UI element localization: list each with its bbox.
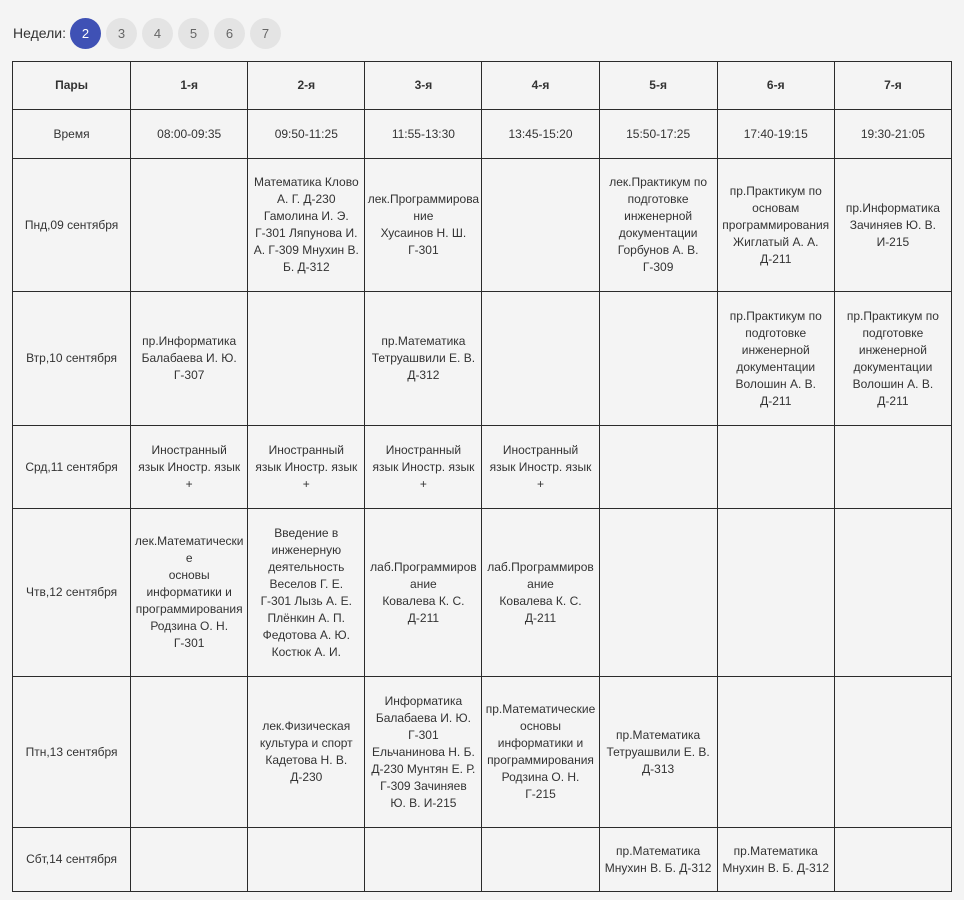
lesson-cell: пр.Математические основы информатики и программирования Родзина О. Н. Г-215 xyxy=(482,677,599,828)
day-row-thursday xyxy=(13,509,952,677)
day-label: Срд,11 сентября xyxy=(13,426,131,509)
time-cell-3: 11:55-13:30 xyxy=(365,110,482,159)
header-cell-pairs: Пары xyxy=(13,62,131,110)
week-button-7[interactable]: 7 xyxy=(250,18,281,49)
header-cell-4: 4-я xyxy=(482,62,599,110)
lesson-cell: Введение в инженерную деятельность Веселов Г. Е. Г-301 Лызь А. Е. Плёнкин А. П. Федотова А. Ю. Костюк А. И. xyxy=(248,509,365,677)
day-label: Сбт,14 сентября xyxy=(13,828,131,892)
day-label: Птн,13 сентября xyxy=(13,677,131,828)
header-cell-1: 1-я xyxy=(131,62,248,110)
lesson-cell: лаб.Программирование Ковалева К. С. Д-211 xyxy=(482,509,599,677)
lesson-cell xyxy=(717,426,834,509)
header-cell-7: 7-я xyxy=(834,62,951,110)
lesson-cell: пр.Математика Тетруашвили Е. В. Д-313 xyxy=(599,677,717,828)
lesson-cell xyxy=(717,677,834,828)
lesson-cell: пр.Математика Мнухин В. Б. Д-312 xyxy=(599,828,717,892)
week-button-4[interactable]: 4 xyxy=(142,18,173,49)
schedule-table xyxy=(12,61,952,892)
lesson-cell: Иностранный язык Иностр. язык + xyxy=(482,426,599,509)
day-row-wednesday xyxy=(13,426,952,509)
header-row xyxy=(13,62,952,110)
lesson-cell: Математика Клово А. Г. Д-230 Гамолина И. Э. Г-301 Ляпунова И. А. Г-309 Мнухин В. Б. Д-312 xyxy=(248,159,365,292)
lesson-cell: Информатика Балабаева И. Ю. Г-301 Ельчанинова Н. Б. Д-230 Мунтян Е. Р. Г-309 Зачиняев Ю. В. И-215 xyxy=(365,677,482,828)
week-button-2[interactable]: 2 xyxy=(70,18,101,49)
lesson-cell: лек.Математические основы информатики и программирования Родзина О. Н. Г-301 xyxy=(131,509,248,677)
lesson-cell: пр.Информатика Зачиняев Ю. В. И-215 xyxy=(834,159,951,292)
day-label: Втр,10 сентября xyxy=(13,292,131,426)
lesson-cell xyxy=(365,828,482,892)
lesson-cell: лек.Физическая культура и спорт Кадетова Н. В. Д-230 xyxy=(248,677,365,828)
lesson-cell: Иностранный язык Иностр. язык + xyxy=(248,426,365,509)
lesson-cell: пр.Практикум по подготовке инженерной документации Волошин А. В. Д-211 xyxy=(717,292,834,426)
lesson-cell xyxy=(131,677,248,828)
lesson-cell xyxy=(599,509,717,677)
lesson-cell xyxy=(482,292,599,426)
lesson-cell xyxy=(834,426,951,509)
lesson-cell xyxy=(834,509,951,677)
lesson-cell: лек.Программирование Хусаинов Н. Ш. Г-301 xyxy=(365,159,482,292)
time-cell-4: 13:45-15:20 xyxy=(482,110,599,159)
week-button-5[interactable]: 5 xyxy=(178,18,209,49)
lesson-cell: лек.Практикум по подготовке инженерной документации Горбунов А. В. Г-309 xyxy=(599,159,717,292)
lesson-cell xyxy=(482,159,599,292)
header-cell-2: 2-я xyxy=(248,62,365,110)
header-cell-5: 5-я xyxy=(599,62,717,110)
time-cell-5: 15:50-17:25 xyxy=(599,110,717,159)
lesson-cell xyxy=(131,159,248,292)
weeks-label: Недели: xyxy=(13,25,66,41)
lesson-cell xyxy=(599,426,717,509)
day-row-tuesday xyxy=(13,292,952,426)
lesson-cell: пр.Математика Мнухин В. Б. Д-312 xyxy=(717,828,834,892)
day-label: Чтв,12 сентября xyxy=(13,509,131,677)
lesson-cell xyxy=(248,292,365,426)
day-row-saturday xyxy=(13,828,952,892)
time-label: Время xyxy=(13,110,131,159)
lesson-cell xyxy=(834,828,951,892)
lesson-cell: пр.Математика Тетруашвили Е. В. Д-312 xyxy=(365,292,482,426)
lesson-cell xyxy=(131,828,248,892)
time-cell-7: 19:30-21:05 xyxy=(834,110,951,159)
lesson-cell xyxy=(482,828,599,892)
week-button-6[interactable]: 6 xyxy=(214,18,245,49)
week-button-3[interactable]: 3 xyxy=(106,18,137,49)
lesson-cell xyxy=(599,292,717,426)
time-cell-6: 17:40-19:15 xyxy=(717,110,834,159)
lesson-cell: пр.Практикум по подготовке инженерной документации Волошин А. В. Д-211 xyxy=(834,292,951,426)
day-row-friday xyxy=(13,677,952,828)
week-selector xyxy=(13,17,286,49)
lesson-cell xyxy=(248,828,365,892)
lesson-cell xyxy=(834,677,951,828)
lesson-cell xyxy=(717,509,834,677)
time-row xyxy=(13,110,952,159)
lesson-cell: Иностранный язык Иностр. язык + xyxy=(131,426,248,509)
lesson-cell: лаб.Программирование Ковалева К. С. Д-211 xyxy=(365,509,482,677)
day-label: Пнд,09 сентября xyxy=(13,159,131,292)
header-cell-3: 3-я xyxy=(365,62,482,110)
day-row-monday xyxy=(13,159,952,292)
lesson-cell: пр.Информатика Балабаева И. Ю. Г-307 xyxy=(131,292,248,426)
lesson-cell: Иностранный язык Иностр. язык + xyxy=(365,426,482,509)
header-cell-6: 6-я xyxy=(717,62,834,110)
time-cell-2: 09:50-11:25 xyxy=(248,110,365,159)
time-cell-1: 08:00-09:35 xyxy=(131,110,248,159)
lesson-cell: пр.Практикум по основам программирования Жиглатый А. А. Д-211 xyxy=(717,159,834,292)
